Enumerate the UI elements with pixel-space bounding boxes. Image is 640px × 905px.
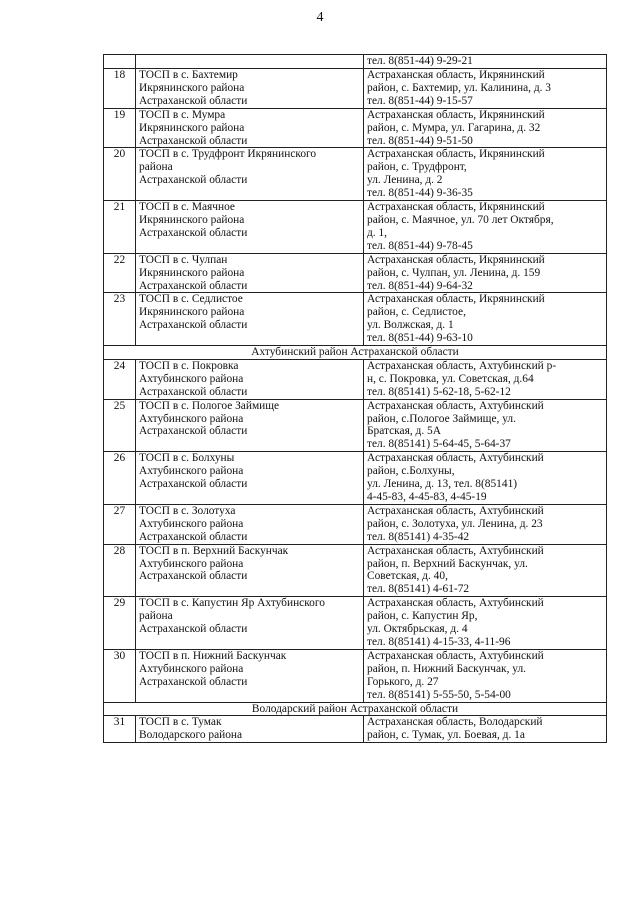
office-name-cell: ТОСП в с. Седлистое Икрянинского района Астраханской области: [136, 293, 364, 346]
office-name-cell: ТОСП в с. Бахтемир Икрянинского района Астраханской области: [136, 69, 364, 109]
address-cell: Астраханская область, Ахтубинский район, с.Болхуны, ул. Ленина, д. 13, тел. 8(85141) 4-45-83, 4-45-83, 4-45-19: [364, 452, 607, 505]
table-row: [104, 55, 607, 69]
table-row: [104, 544, 607, 597]
office-name-cell: ТОСП в с. Трудфронт Икрянинского района Астраханской области: [136, 148, 364, 201]
office-name-cell: ТОСП в с. Мумра Икрянинского района Астраханской области: [136, 108, 364, 148]
table-row: [104, 716, 607, 743]
row-number-cell: 25: [104, 399, 136, 452]
table-row: [104, 399, 607, 452]
section-heading: Володарский район Астраханской области: [104, 702, 607, 716]
table-row: [104, 201, 607, 254]
address-cell: Астраханская область, Икрянинский район, с. Маячное, ул. 70 лет Октября, д. 1, тел. 8(851-44) 9-78-45: [364, 201, 607, 254]
row-number-cell: 28: [104, 544, 136, 597]
office-name-cell: ТОСП в с. Чулпан Икрянинского района Астраханской области: [136, 253, 364, 293]
table-row: [104, 504, 607, 544]
address-cell: Астраханская область, Ахтубинский район, с. Золотуха, ул. Ленина, д. 23 тел. 8(85141) 4-35-42: [364, 504, 607, 544]
row-number-cell: 24: [104, 359, 136, 399]
row-number-cell: 19: [104, 108, 136, 148]
row-number-cell: 22: [104, 253, 136, 293]
office-name-cell: ТОСП в п. Верхний Баскунчак Ахтубинского района Астраханской области: [136, 544, 364, 597]
section-heading: Ахтубинский район Астраханской области: [104, 346, 607, 360]
row-number-cell: 26: [104, 452, 136, 505]
table-row: [104, 293, 607, 346]
table-row: [104, 69, 607, 109]
address-cell: Астраханская область, Ахтубинский район, с. Капустин Яр, ул. Октябрьская, д. 4 тел. 8(85141) 4-15-33, 4-11-96: [364, 597, 607, 650]
address-cell: Астраханская область, Ахтубинский р- н, с. Покровка, ул. Советская, д.64 тел. 8(85141) 5-62-18, 5-62-12: [364, 359, 607, 399]
table-row: [104, 452, 607, 505]
row-number-cell: 29: [104, 597, 136, 650]
offices-table: [103, 54, 607, 743]
row-number-cell: 18: [104, 69, 136, 109]
office-name-cell: ТОСП в с. Маячное Икрянинского района Астраханской области: [136, 201, 364, 254]
office-name-cell: [136, 55, 364, 69]
address-cell: Астраханская область, Икрянинский район, с. Бахтемир, ул. Калинина, д. 3 тел. 8(851-44) 9-15-57: [364, 69, 607, 109]
section-row: [104, 346, 607, 360]
page-number: 4: [316, 10, 324, 25]
address-cell: Астраханская область, Володарский район, с. Тумак, ул. Боевая, д. 1а: [364, 716, 607, 743]
section-row: [104, 702, 607, 716]
office-name-cell: ТОСП в с. Покровка Ахтубинского района Астраханской области: [136, 359, 364, 399]
table-row: [104, 253, 607, 293]
office-name-cell: ТОСП в с. Пологое Займище Ахтубинского района Астраханской области: [136, 399, 364, 452]
table-row: [104, 597, 607, 650]
row-number-cell: 20: [104, 148, 136, 201]
table-row: [104, 148, 607, 201]
address-cell: Астраханская область, Икрянинский район, с. Мумра, ул. Гагарина, д. 32 тел. 8(851-44) 9-51-50: [364, 108, 607, 148]
address-cell: Астраханская область, Ахтубинский район, п. Нижний Баскунчак, ул. Горького, д. 27 тел. 8(85141) 5-55-50, 5-54-00: [364, 649, 607, 702]
address-cell: Астраханская область, Икрянинский район, с. Седлистое, ул. Волжская, д. 1 тел. 8(851-44) 9-63-10: [364, 293, 607, 346]
address-cell: Астраханская область, Икрянинский район, с. Трудфронт, ул. Ленина, д. 2 тел. 8(851-44) 9-36-35: [364, 148, 607, 201]
row-number-cell: [104, 55, 136, 69]
table-row: [104, 649, 607, 702]
row-number-cell: 23: [104, 293, 136, 346]
office-name-cell: ТОСП в с. Болхуны Ахтубинского района Астраханской области: [136, 452, 364, 505]
address-cell: Астраханская область, Икрянинский район, с. Чулпан, ул. Ленина, д. 159 тел. 8(851-44) 9-64-32: [364, 253, 607, 293]
row-number-cell: 27: [104, 504, 136, 544]
office-name-cell: ТОСП в с. Капустин Яр Ахтубинского района Астраханской области: [136, 597, 364, 650]
office-name-cell: ТОСП в п. Нижний Баскунчак Ахтубинского района Астраханской области: [136, 649, 364, 702]
address-cell: Астраханская область, Ахтубинский район, п. Верхний Баскунчак, ул. Советская, д. 40, тел. 8(85141) 4-61-72: [364, 544, 607, 597]
row-number-cell: 21: [104, 201, 136, 254]
table-row: [104, 359, 607, 399]
address-cell: тел. 8(851-44) 9-29-21: [364, 55, 607, 69]
office-name-cell: ТОСП в с. Золотуха Ахтубинского района Астраханской области: [136, 504, 364, 544]
row-number-cell: 30: [104, 649, 136, 702]
address-cell: Астраханская область, Ахтубинский район, с.Пологое Займище, ул. Братская, д. 5А тел. 8(85141) 5-64-45, 5-64-37: [364, 399, 607, 452]
table-row: [104, 108, 607, 148]
office-name-cell: ТОСП в с. Тумак Володарского района: [136, 716, 364, 743]
row-number-cell: 31: [104, 716, 136, 743]
